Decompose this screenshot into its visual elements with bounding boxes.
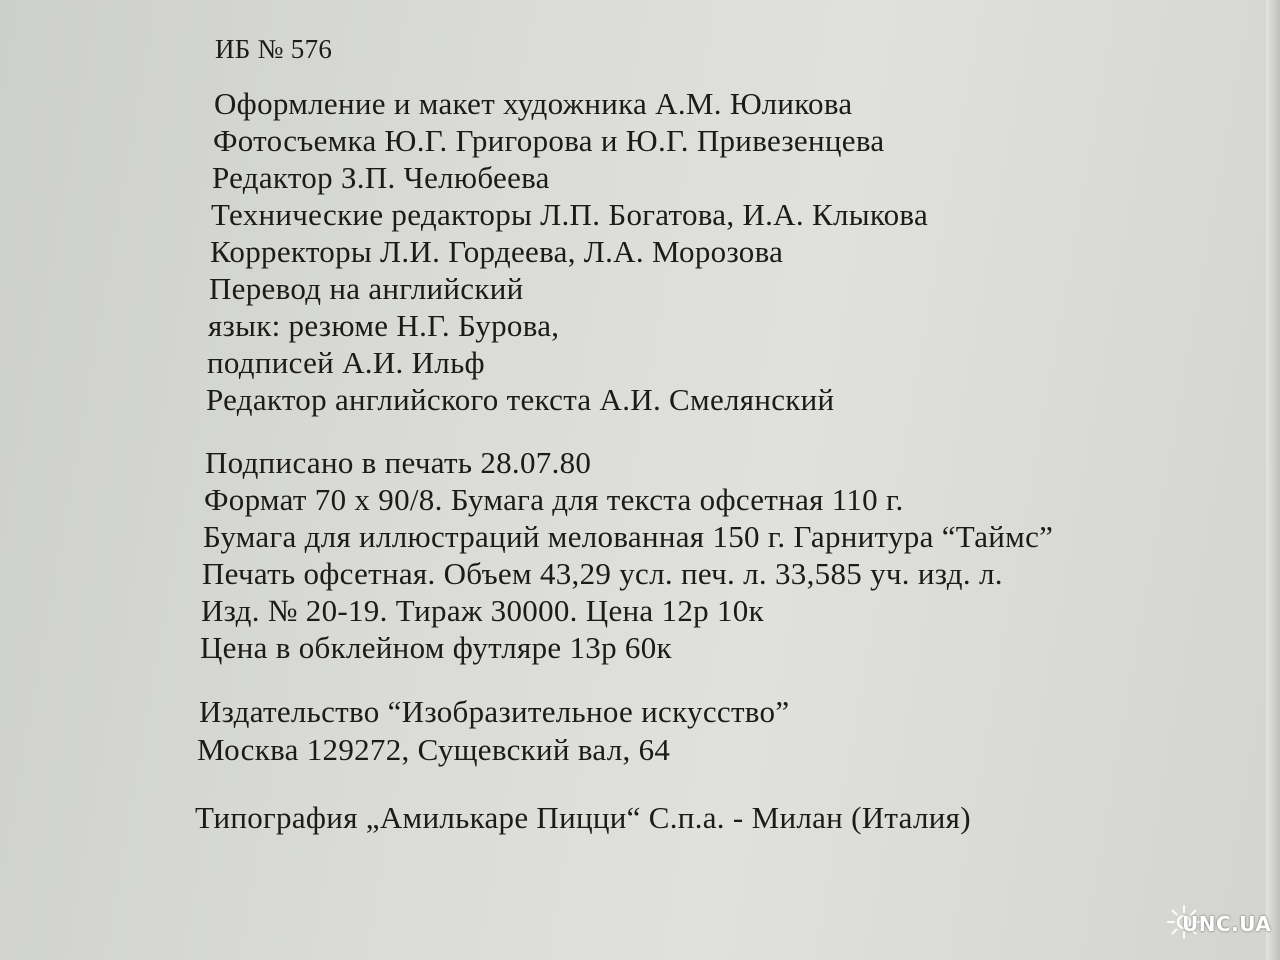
credit-line-summary: язык: резюме Н.Г. Бурова,	[208, 308, 560, 343]
print-line-edition: Изд. № 20-19. Тираж 30000. Цена 12р 10к	[201, 593, 764, 628]
watermark-logo	[1158, 898, 1270, 950]
credit-line-translation: Перевод на английский	[209, 271, 524, 306]
print-line-price-case: Цена в обклейном футляре 13р 60к	[200, 630, 672, 665]
print-line-volume: Печать офсетная. Объем 43,29 усл. печ. л. 33,585 уч. изд. л.	[202, 556, 1003, 591]
credit-line-editor: Редактор З.П. Челюбеева	[212, 160, 550, 195]
watermark-text: UNC.UA	[1182, 912, 1272, 936]
credit-line-tech-editors: Технические редакторы Л.П. Богатова, И.А. Клыкова	[211, 197, 929, 232]
printer-line: Типография „Амилькаре Пицци“ С.п.а. - Милан (Италия)	[195, 800, 971, 835]
print-line-paper: Бумага для иллюстраций мелованная 150 г. Гарнитура “Таймс”	[203, 519, 1054, 554]
credit-line-captions: подписей А.И. Ильф	[207, 345, 485, 380]
page-edge	[1266, 0, 1280, 960]
publisher-name: Издательство “Изобразительное искусство”	[199, 694, 790, 729]
ib-number: ИБ № 576	[215, 34, 333, 64]
print-line-signed: Подписано в печать 28.07.80	[205, 445, 592, 480]
credit-line-proofreaders: Корректоры Л.И. Гордеева, Л.А. Морозова	[210, 234, 784, 269]
print-line-format: Формат 70 х 90/8. Бумага для текста офсетная 110 г.	[204, 482, 904, 517]
credit-line-photo: Фотосъемка Ю.Г. Григорова и Ю.Г. Привезенцева	[213, 123, 885, 158]
credit-line-english-editor: Редактор английского текста А.И. Смелянский	[206, 382, 835, 417]
publisher-address: Москва 129272, Сущевский вал, 64	[197, 732, 671, 767]
credit-line-design: Оформление и макет художника А.М. Юликова	[214, 86, 853, 121]
